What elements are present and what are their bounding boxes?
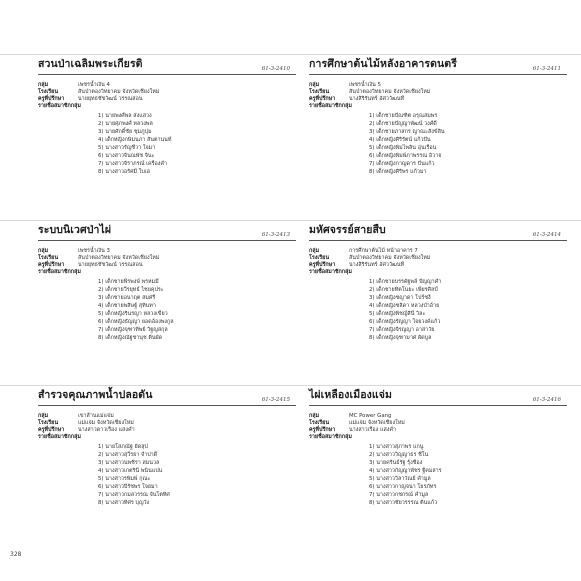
project-header xyxy=(38,389,296,406)
project-code: 61-3-2411 xyxy=(532,66,561,72)
school-value: สันป่าตองวิทยาคม จังหวัดเชียงใหม่ xyxy=(78,255,160,261)
advisor-value: นายยุทธชัชวัฒน์ วรรณสอน xyxy=(78,262,143,268)
member-item: 2) นางสาวสุวีรยา จำปาดี xyxy=(98,452,158,458)
member-item: 6) นางสาวจินณพัช จินะ xyxy=(98,153,155,159)
advisor-value: นางสิริรันทร์ อัศววัฒนที xyxy=(349,262,405,268)
school-value: สันป่าตองวิทยาคม จังหวัดเชียงใหม่ xyxy=(349,89,431,95)
advisor-label: ครูที่ปรึกษา xyxy=(309,96,336,102)
member-item: 5) เด็กหญิงพิชญ์สินี วิละ xyxy=(369,311,426,317)
project-card xyxy=(38,58,296,176)
advisor-value: นางสิริรันทร์ อัศววัฒนที xyxy=(349,96,405,102)
school-label: โรงเรียน xyxy=(309,420,330,426)
members-heading: รายชื่อสมาชิกกลุ่ม xyxy=(309,434,352,440)
project-info xyxy=(38,248,296,276)
advisor-value: นางสาวดาวเรือง แสงคำ xyxy=(78,427,135,433)
member-item: 1) เด็กชายปัณฑิต อรุณสมพร xyxy=(369,113,438,119)
member-item: 3) นางสาวนพชิรา สมนวล xyxy=(98,460,160,466)
group-label: กลุ่ม xyxy=(38,413,49,419)
project-header xyxy=(38,58,296,75)
project-title: ไผ่เหลืองเมืองแจ่ม xyxy=(309,389,392,401)
project-info xyxy=(38,82,296,110)
members-heading: รายชื่อสมาชิกกลุ่ม xyxy=(38,103,81,109)
school-value: แม่แจ่ม จังหวัดเชียงใหม่ xyxy=(78,420,134,426)
advisor-label: ครูที่ปรึกษา xyxy=(38,262,65,268)
group-value: เพชรน้ำเงิน 3 xyxy=(78,248,110,254)
member-item: 4) นางสาวเกตรินี พนินแปน xyxy=(98,468,163,474)
project-header xyxy=(309,224,567,241)
member-list xyxy=(98,278,296,342)
advisor-value: นายยุทธชัชวัฒน์ วรรณสอน xyxy=(78,96,143,102)
member-item: 4) เด็กหญิงชลิดา หลวงบำอ้าย xyxy=(369,303,440,309)
project-info xyxy=(309,82,567,110)
page-number: 328 xyxy=(10,551,22,558)
group-value: MC Power Gang xyxy=(349,413,392,419)
member-item: 2) เด็กชายทิตโนยะ เพียรศิลป์ xyxy=(369,287,438,293)
project-code: 61-3-2410 xyxy=(261,66,290,72)
project-card xyxy=(309,389,567,507)
member-item: 6) นางสาวปิรัชพร ใจยมา xyxy=(98,484,158,490)
group-label: กลุ่ม xyxy=(309,248,320,254)
member-item: 7) นางสาวจิราภรณ์ เครืองคำ xyxy=(98,161,168,167)
member-item: 1) นางสาวสุภาพร แกนู xyxy=(369,444,424,450)
project-card xyxy=(309,58,567,176)
member-item: 1) เด็กชายบรรดัฐพล์ ปัญญาคำ xyxy=(369,279,442,285)
project-title: มหัศจรรย์สายสืบ xyxy=(309,224,386,236)
member-item: 5) นางสาวรพิมพ์ กุณะ xyxy=(98,476,151,482)
project-card xyxy=(38,224,296,342)
project-code: 61-3-2414 xyxy=(532,232,561,238)
project-title: ระบบนิเวศป่าไผ่ xyxy=(38,224,112,236)
school-value: สันป่าตองวิทยาคม จังหวัดเชียงใหม่ xyxy=(78,89,160,95)
project-header xyxy=(38,224,296,241)
member-item: 2) นายศุภพงศ์ หลวงพล xyxy=(98,121,153,127)
project-card xyxy=(309,224,567,342)
project-card xyxy=(38,389,296,507)
project-title: สวนป่าเฉลิมพระเกียรติ xyxy=(38,58,143,70)
member-item: 3) เด็กชายอนาฤต สมศรี xyxy=(98,295,156,301)
advisor-label: ครูที่ปรึกษา xyxy=(38,427,65,433)
member-item: 1) นายโสภณัฐ ยัดสุป xyxy=(98,444,148,450)
member-item: 6) เด็กหญิงรัญญา ใจยวงค์แก้ว xyxy=(369,319,441,325)
school-label: โรงเรียน xyxy=(309,89,330,95)
project-info xyxy=(38,413,296,441)
member-item: 3) นายครินธ์รัฐ รุ้งชีอง xyxy=(369,460,423,466)
school-label: โรงเรียน xyxy=(309,255,330,261)
member-item: 8) นางสาวชัยวรรรณ ติ่นแก้ว xyxy=(369,500,438,506)
member-item: 1) นายพงศ์พล ส่งแสวง xyxy=(98,113,152,119)
member-list xyxy=(369,443,567,507)
member-list xyxy=(369,112,567,176)
member-item: 7) นางสาวกชกรณ์ คำมูล xyxy=(369,492,429,498)
project-header xyxy=(309,58,567,75)
advisor-label: ครูที่ปรึกษา xyxy=(309,427,336,433)
member-item: 5) นางสาววิลาวัณย์ คำมูล xyxy=(369,476,431,482)
group-value: การศึกษาต้นไม้ หน้าอาคาร 7 xyxy=(349,248,418,254)
member-item: 4) เด็กหญิงกษิมนภา สันตานนท์ xyxy=(98,137,172,143)
member-item: 2) นางสาววิญญาธร ชีโน xyxy=(369,452,429,458)
project-title: สำรวจคุณภาพน้ำปลอดัน xyxy=(38,389,153,401)
member-item: 6) นางสาวกาญจนา โยรภัทร xyxy=(369,484,437,490)
group-label: กลุ่ม xyxy=(309,82,320,88)
project-code: 61-3-2416 xyxy=(532,397,561,403)
project-title: การศึกษาต้นไม้หลังอาคารดนตรี xyxy=(309,58,457,70)
group-value: เพชรน้ำเงิน 5 xyxy=(349,82,381,88)
member-item: 3) เด็กหญิงชญาดา โปร์ชงี xyxy=(369,295,431,301)
project-code: 61-3-2415 xyxy=(261,397,290,403)
school-value: แม่แจ่ม จังหวัดเชียงใหม่ xyxy=(349,420,405,426)
member-item: 8) นางสาวอรัศมี ใบเฮ xyxy=(98,169,150,175)
group-label: กลุ่ม xyxy=(38,248,49,254)
member-list xyxy=(369,278,567,342)
member-item: 6) เด็กหญิงธัญญา ยอดอ้องพงกูล xyxy=(98,319,174,325)
member-item: 7) เด็กหญิงจิรญญา อาสาวัย xyxy=(369,327,435,333)
school-label: โรงเรียน xyxy=(38,420,59,426)
member-list xyxy=(98,112,296,176)
group-label: กลุ่ม xyxy=(38,82,49,88)
member-item: 3) นายศักดิ์ชัย ชุมภูบุ่ม xyxy=(98,129,152,135)
member-item: 2) เด็กชายปัญญาพัฒน์ วงศ์ดี xyxy=(369,121,437,127)
member-item: 4) เด็กชายพสิษฐ์ สุทินทา xyxy=(98,303,156,309)
project-info xyxy=(309,413,567,441)
project-header xyxy=(309,389,567,406)
school-label: โรงเรียน xyxy=(38,89,59,95)
member-item: 6) เด็กหญิงพิมพ์ภาพรรณ อิวาจ xyxy=(369,153,442,159)
advisor-value: นางสาวเรือง แสงคำ xyxy=(349,427,397,433)
member-item: 8) เด็กหญิงศิริพร แก้วมา xyxy=(369,169,427,175)
member-item: 8) เด็กหญิงณัฐชานุช ติ่นผัด xyxy=(98,335,163,341)
member-item: 7) นางสาวกมลวรรณ จันโตทิศ xyxy=(98,492,170,498)
members-heading: รายชื่อสมาชิกกลุ่ม xyxy=(309,269,352,275)
member-item: 7) เด็กหญิงจุฑาทิพย์ วิฐญสกุล xyxy=(98,327,168,333)
member-list xyxy=(98,443,296,507)
advisor-label: ครูที่ปรึกษา xyxy=(309,262,336,268)
member-item: 4) นางสาวกัญญาพัชร ฐีคมสาร xyxy=(369,468,442,474)
members-heading: รายชื่อสมาชิกกลุ่ม xyxy=(38,269,81,275)
member-item: 1) เด็กชายพีรพงษ์ พรหมมี xyxy=(98,279,159,285)
project-info xyxy=(309,248,567,276)
group-value: เขาส้านแม่แจ่ม xyxy=(78,413,114,419)
member-item: 8) เด็กหญิงจุฑามาศ ผัดบูล xyxy=(369,335,432,341)
member-item: 3) เด็กชายภาสกร ญาณะสังข์สิน xyxy=(369,129,445,135)
member-item: 4) เด็กหญิงศิริรัตน์ แก้วปัน xyxy=(369,137,431,143)
advisor-label: ครูที่ปรึกษา xyxy=(38,96,65,102)
members-heading: รายชื่อสมาชิกกลุ่ม xyxy=(38,434,81,440)
group-label: กลุ่ม xyxy=(309,413,320,419)
project-code: 61-3-2413 xyxy=(261,232,290,238)
school-value: สันป่าตองวิทยาคม จังหวัดเชียงใหม่ xyxy=(349,255,431,261)
member-item: 5) เด็กหญิงพิมไพลิน อุ่นเรือน xyxy=(369,145,437,151)
group-value: เพชรน้ำเงิน 4 xyxy=(78,82,110,88)
member-item: 5) เด็กหญิงรินรญา หลวงเขียว xyxy=(98,311,168,317)
member-item: 8) นางสาวทิศร บุญวัง xyxy=(98,500,150,506)
members-heading: รายชื่อสมาชิกกลุ่ม xyxy=(309,103,352,109)
school-label: โรงเรียน xyxy=(38,255,59,261)
member-item: 2) เด็กชายวีรยุทธ์ ไชยคุประ xyxy=(98,287,164,293)
member-item: 7) เด็กหญิงกาญดาร ปันแก้ว xyxy=(369,161,435,167)
member-item: 5) นางสาวรัญชีวา ใจมา xyxy=(98,145,156,151)
